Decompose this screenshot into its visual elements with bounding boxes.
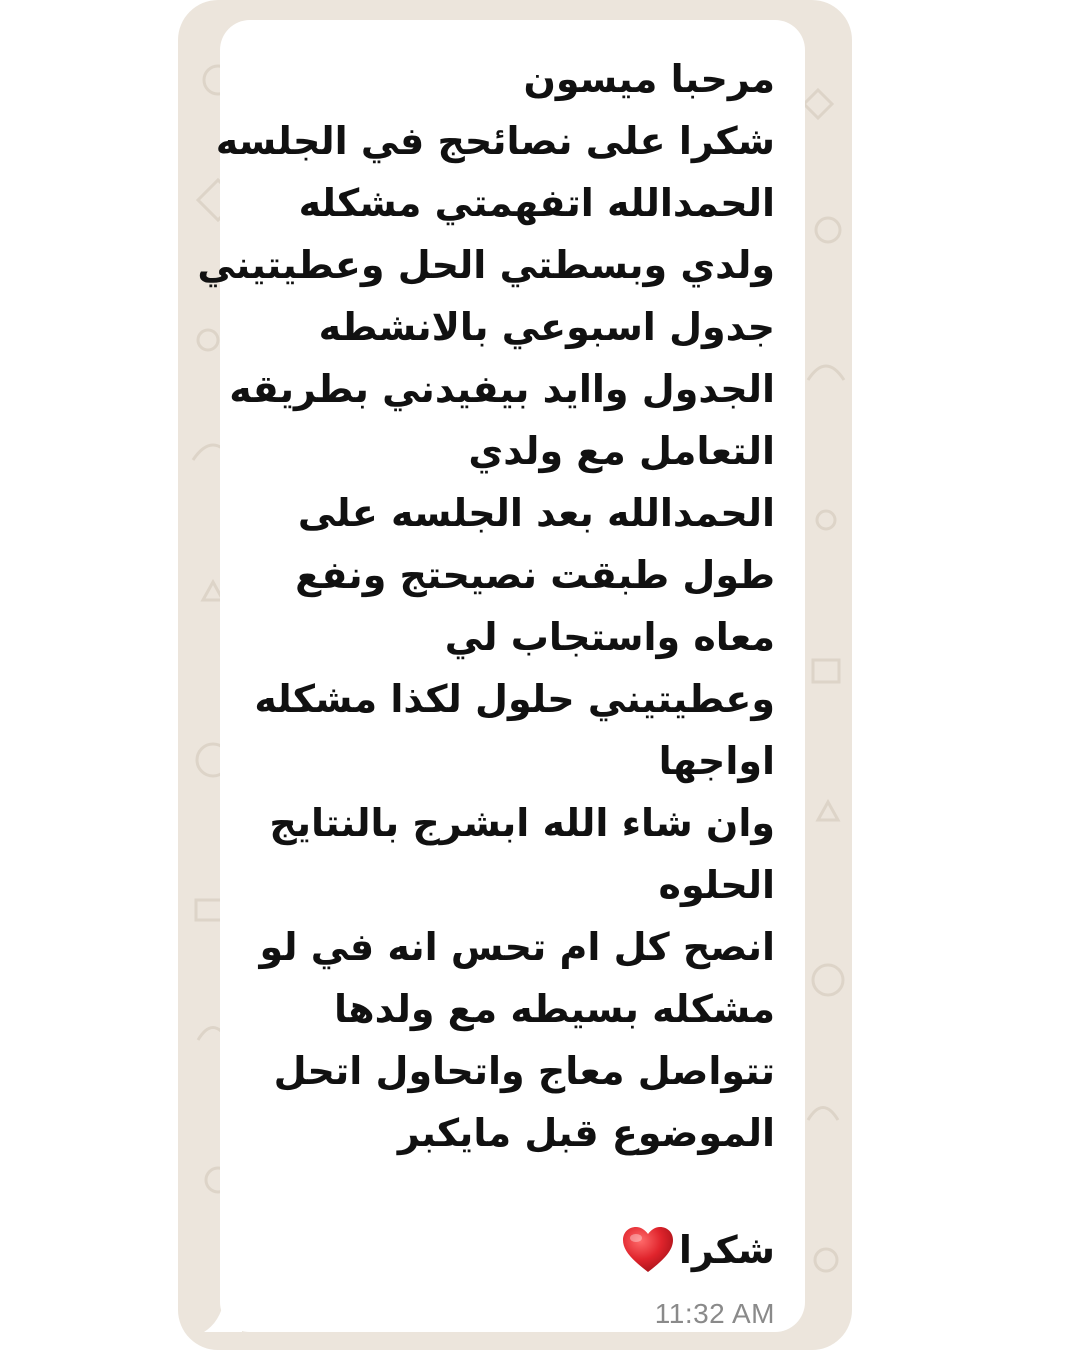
message-line: معاه واستجاب لي [444,615,775,659]
message-line: وعطيتيني حلول لكذا مشكله [254,677,775,721]
message-line: تتواصل معاج واتحاول اتحل [273,1049,775,1093]
message-line: اواجها [658,739,775,783]
closing-text: شكرا [678,1228,775,1272]
message-line: انصح كل ام تحس انه في لو [259,925,775,969]
message-line: الحمدالله اتفهمتي مشكله [298,181,775,225]
message-line: جدول اسبوعي بالانشطه [318,305,775,349]
message-bubble[interactable] [197,20,805,1332]
message-line: التعامل مع ولدي [468,429,775,473]
message-line: طول طبقت نصيحتج ونفع [295,553,775,597]
message-text [197,48,775,1164]
message-line: مرحبا ميسون [523,57,775,101]
closing-row [621,1225,775,1275]
message-line: وان شاء الله ابشرج بالنتايج [269,801,775,845]
message-line: الحلوه [658,863,775,907]
message-line: شكرا على نصائحج في الجلسه [215,119,775,163]
message-line: ولدي وبسطتي الحل وعطيتيني [197,243,775,287]
message-line: الموضوع قبل مايكبر [397,1111,775,1155]
message-line: الحمدالله بعد الجلسه على [297,491,775,535]
message-line: مشكله بسيطه مع ولدها [334,987,775,1031]
red-heart-icon [621,1225,675,1275]
message-line: الجدول واايد بيفيدني بطريقه [229,367,775,411]
message-timestamp: 11:32 AM [654,1298,775,1329]
